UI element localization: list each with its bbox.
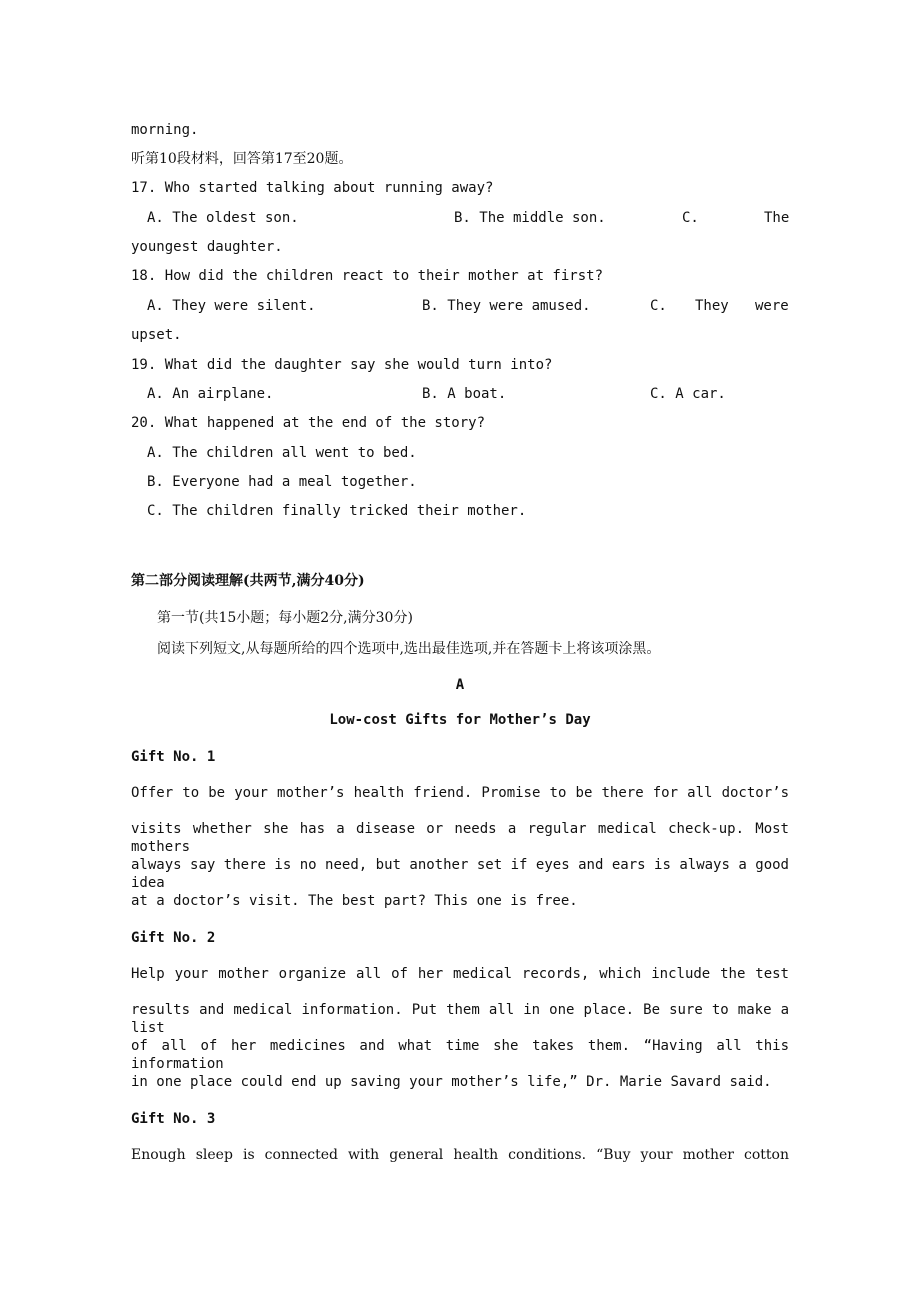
carry-over-text: morning. (131, 122, 199, 138)
reading-part-title: 第二部分阅读理解(共两节,满分40分) (131, 573, 365, 589)
gift-2-line: results and medical information. Put them all in one place. Be sure to make a list (131, 1002, 789, 1036)
gift-2-line: Help your mother organize all of her medical records, which include the test (131, 966, 789, 982)
passage-title: Low-cost Gifts for Mother’s Day (329, 712, 591, 728)
gift-3-heading: Gift No. 3 (131, 1111, 216, 1127)
question-18-option-b: B. They were amused. (422, 298, 591, 314)
question-18-option-c-label: C. (650, 298, 667, 314)
question-19-option-b: B. A boat. (422, 386, 507, 402)
question-19-option-c: C. A car. (650, 386, 726, 402)
reading-instruction: 阅读下列短文,从每题所给的四个选项中,选出最佳选项,并在答题卡上将该项涂黑。 (157, 641, 661, 657)
gift-1-line: Offer to be your mother’s health friend. Promise to be there for all doctor’s (131, 785, 789, 801)
question-20-option-a: A. The children all went to bed. (147, 445, 417, 461)
gift-1-line: at a doctor’s visit. The best part? This one is free. (131, 893, 578, 909)
gift-2-line: in one place could end up saving your mother’s life,” Dr. Marie Savard said. (131, 1074, 772, 1090)
question-18-option-c-text-2: were (755, 298, 789, 314)
listening-section-instruction: 听第10段材料，回答第17至20题。 (131, 151, 353, 167)
gift-1-line: always say there is no need, but another set if eyes and ears is always a good idea (131, 857, 789, 891)
question-17-option-b: B. The middle son. (454, 210, 606, 226)
question-18-option-a: A. They were silent. (147, 298, 316, 314)
gift-1-line: visits whether she has a disease or needs a regular medical check-up. Most mothers (131, 821, 789, 855)
question-20-option-c: C. The children finally tricked their mother. (147, 503, 527, 519)
question-18-option-c-wrap: upset. (131, 327, 182, 343)
question-19-stem: 19. What did the daughter say she would turn into? (131, 357, 553, 373)
question-20-option-b: B. Everyone had a meal together. (147, 474, 417, 490)
question-17-option-a: A. The oldest son. (147, 210, 299, 226)
question-17-option-c-label: C. (682, 210, 699, 226)
question-17-option-c-wrap: youngest daughter. (131, 239, 283, 255)
reading-section-title: 第一节(共15小题；每小题2分,满分30分) (157, 610, 413, 626)
gift-2-heading: Gift No. 2 (131, 930, 216, 946)
gift-2-line: of all of her medicines and what time she takes them. “Having all this information (131, 1038, 789, 1072)
passage-letter: A (455, 677, 465, 693)
question-20-stem: 20. What happened at the end of the story? (131, 415, 486, 431)
question-17-stem: 17. Who started talking about running away? (131, 180, 494, 196)
question-19-option-a: A. An airplane. (147, 386, 274, 402)
question-18-option-c-text: They (695, 298, 729, 314)
question-17-option-c-text: The (764, 210, 790, 226)
question-18-stem: 18. How did the children react to their mother at first? (131, 268, 604, 284)
gift-1-heading: Gift No. 1 (131, 749, 216, 765)
gift-3-line: Enough sleep is connected with general health conditions. “Buy your mother cotton (131, 1147, 789, 1163)
